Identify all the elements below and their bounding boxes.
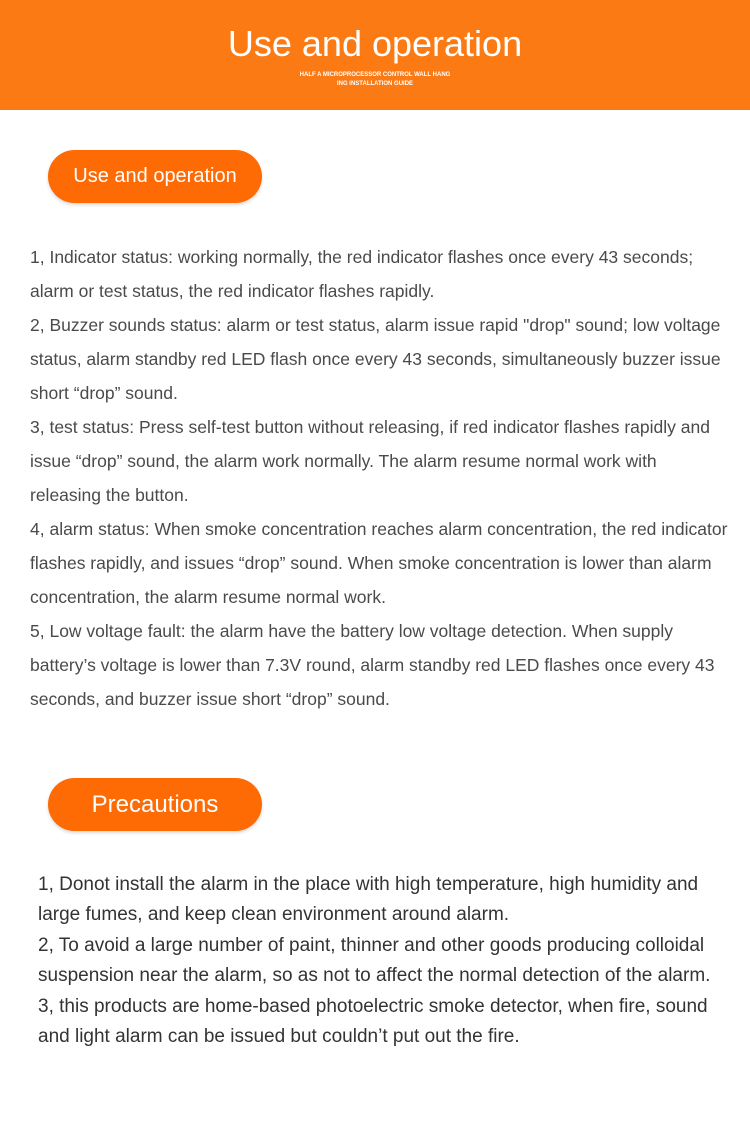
- subtitle-line-1: HALF A MICROPROCESSOR CONTROL WALL HANG: [299, 72, 451, 78]
- page-subtitle: [0, 71, 750, 89]
- section-heading-use-and-operation: Use and operation: [48, 150, 262, 203]
- subtitle-line-2: ING INSTALLATION GUIDE: [336, 81, 414, 87]
- header-banner: [0, 0, 750, 110]
- use-and-operation-content: [30, 240, 730, 716]
- instruction-paragraph: 3, test status: Press self-test button without releasing, if red indicator flashes rapidly and issue “drop” sound, the alarm work normally. The alarm resume normal work with releasing the button.: [30, 417, 710, 505]
- precautions-content: [38, 870, 728, 1052]
- precaution-paragraph: 3, this products are home-based photoelectric smoke detector, when fire, sound and light alarm can be issued but couldn’t put out the fire.: [38, 995, 708, 1048]
- page-title: Use and operation: [227, 23, 523, 64]
- instruction-paragraph: 2, Buzzer sounds status: alarm or test status, alarm issue rapid "drop" sound; low voltage status, alarm standby red LED flash once every 43 seconds, simultaneously buzzer issue short “drop” sound.: [30, 315, 721, 403]
- precaution-paragraph: 1, Donot install the alarm in the place with high temperature, high humidity and large fumes, and keep clean environment around alarm.: [38, 874, 699, 926]
- section-heading-precautions: Precautions: [48, 778, 262, 831]
- instruction-paragraph: 4, alarm status: When smoke concentration reaches alarm concentration, the red indicator flashes rapidly, and issues “drop” sound. When smoke concentration is lower than alarm concentration, the alarm resume normal work.: [30, 519, 728, 607]
- precaution-paragraph: 2, To avoid a large number of paint, thinner and other goods producing colloidal suspension near the alarm, so as not to affect the normal detection of the alarm.: [38, 934, 711, 987]
- instruction-paragraph: 1, Indicator status: working normally, the red indicator flashes once every 43 seconds; alarm or test status, the red indicator flashes rapidly.: [30, 247, 694, 301]
- instruction-paragraph: 5, Low voltage fault: the alarm have the battery low voltage detection. When supply battery’s voltage is lower than 7.3V round, alarm standby red LED flashes once every 43 seconds, and buzzer issue short “drop” sound.: [30, 621, 715, 709]
